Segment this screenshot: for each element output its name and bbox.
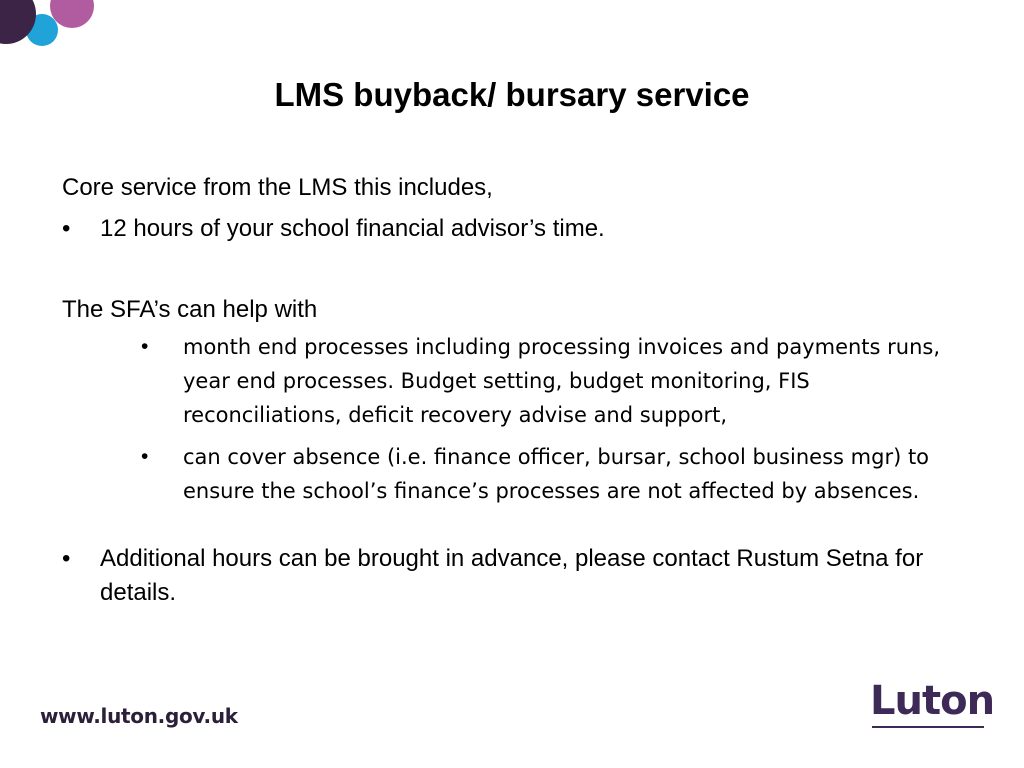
corner-decoration: [0, 0, 110, 60]
sub-bullet-list: [62, 330, 982, 508]
bullet-glyph: •: [141, 445, 149, 468]
luton-logo: Luton: [870, 678, 995, 724]
bullet-text: 12 hours of your school financial advisor’s time.: [100, 215, 605, 242]
intro-text: Core service from the LMS this includes,: [62, 174, 493, 201]
bullet-glyph: •: [62, 545, 71, 572]
slide-title: LMS buyback/ bursary service: [274, 76, 750, 113]
sub-bullet-item: [62, 440, 963, 508]
bullet-glyph: •: [62, 215, 71, 242]
bullet-text: Additional hours can be brought in advance, please contact Rustum Setna for details.: [100, 545, 924, 606]
bullet-item: [62, 542, 982, 610]
footer-url: www.luton.gov.uk: [40, 704, 238, 728]
slide-content: [62, 172, 982, 610]
sfa-heading: The SFA’s can help with: [62, 296, 318, 323]
bullet-item: [62, 212, 982, 246]
logo-underline: [872, 726, 984, 728]
sub-bullet-text: can cover absence (i.e. finance officer, bursar, school business mgr) to ensure the school’s finance’s processes are not affected by absences.: [183, 445, 930, 503]
sub-bullet-item: [62, 330, 963, 432]
bullet-glyph: •: [141, 335, 149, 358]
sub-bullet-text: month end processes including processing invoices and payments runs, year end processes. Budget setting, budget monitoring, FIS reconciliations, deficit recovery advise and support,: [183, 335, 941, 427]
